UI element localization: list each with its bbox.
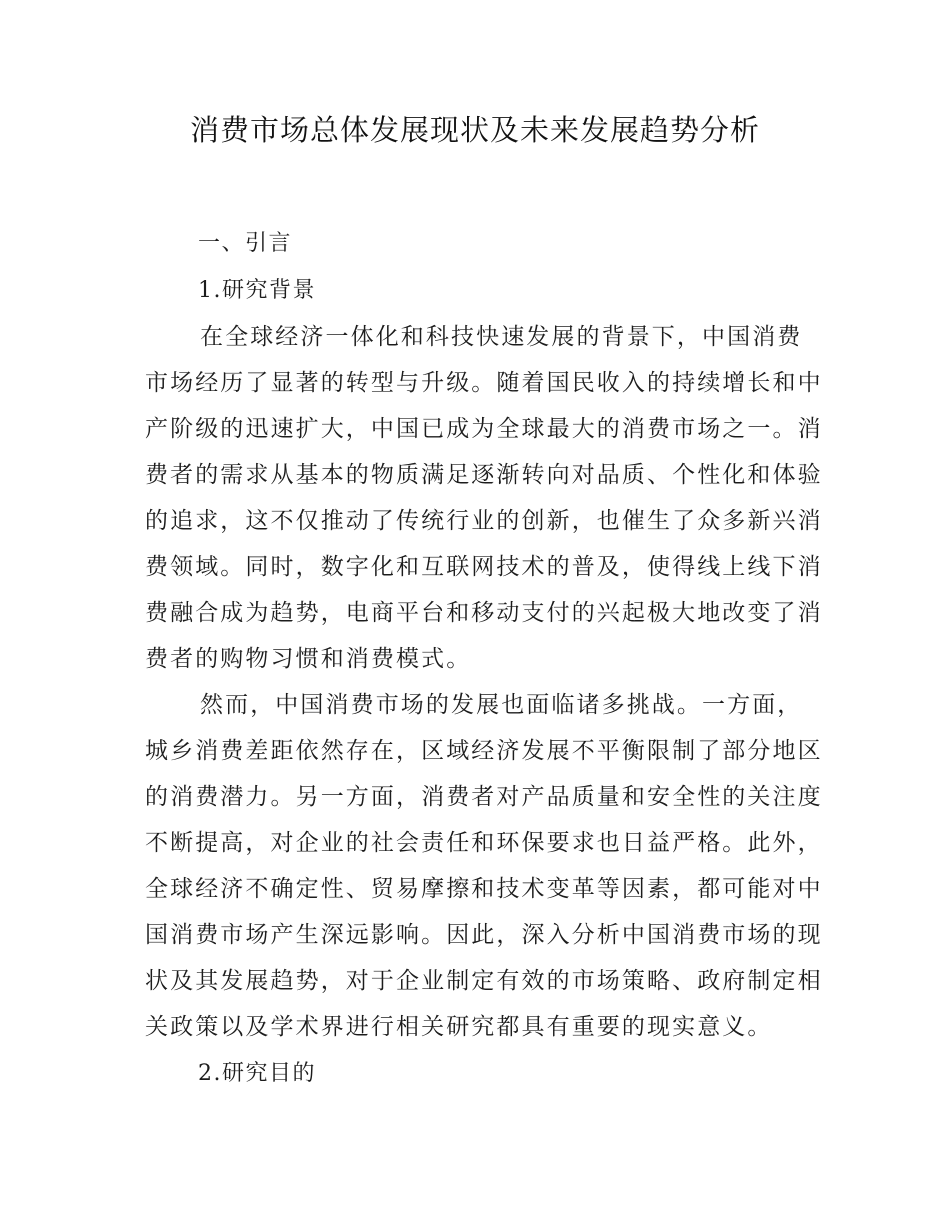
paragraph-line: 关政策以及学术界进行相关研究都具有重要的现实意义。 bbox=[145, 1014, 773, 1040]
document-title: 消费市场总体发展现状及未来发展趋势分析 bbox=[189, 113, 760, 147]
paragraph-line: 费者的需求从基本的物质满足逐渐转向对品质、个性化和体验 bbox=[145, 462, 823, 488]
paragraph-line: 国消费市场产生深远影响。因此，深入分析中国消费市场的现 bbox=[145, 922, 823, 948]
paragraph-line: 状及其发展趋势，对于企业制定有效的市场策略、政府制定相 bbox=[145, 968, 823, 994]
paragraph-line: 全球经济不确定性、贸易摩擦和技术变革等因素，都可能对中 bbox=[145, 876, 823, 902]
section-heading-intro: 一、引言 bbox=[198, 231, 293, 256]
subsection-heading-purpose: 2.研究目的 bbox=[198, 1061, 316, 1086]
paragraph-line: 市场经历了显著的转型与升级。随着国民收入的持续增长和中 bbox=[145, 370, 823, 396]
paragraph-line: 费者的购物习惯和消费模式。 bbox=[145, 646, 472, 672]
subsection-heading-background: 1.研究背景 bbox=[198, 278, 316, 303]
paragraph-line: 的消费潜力。另一方面，消费者对产品质量和安全性的关注度 bbox=[145, 784, 823, 810]
paragraph-line: 的追求，这不仅推动了传统行业的创新，也催生了众多新兴消 bbox=[145, 508, 823, 534]
paragraph-line: 在全球经济一体化和科技快速发展的背景下，中国消费 bbox=[200, 324, 803, 350]
paragraph-line: 费融合成为趋势，电商平台和移动支付的兴起极大地改变了消 bbox=[145, 600, 823, 626]
paragraph-line: 不断提高，对企业的社会责任和环保要求也日益严格。此外， bbox=[145, 830, 823, 856]
paragraph-line: 然而，中国消费市场的发展也面临诸多挑战。一方面， bbox=[200, 692, 803, 718]
paragraph-line: 费领域。同时，数字化和互联网技术的普及，使得线上线下消 bbox=[145, 554, 823, 580]
paragraph-line: 产阶级的迅速扩大，中国已成为全球最大的消费市场之一。消 bbox=[145, 416, 823, 442]
paragraph-line: 城乡消费差距依然存在，区域经济发展不平衡限制了部分地区 bbox=[145, 738, 823, 764]
